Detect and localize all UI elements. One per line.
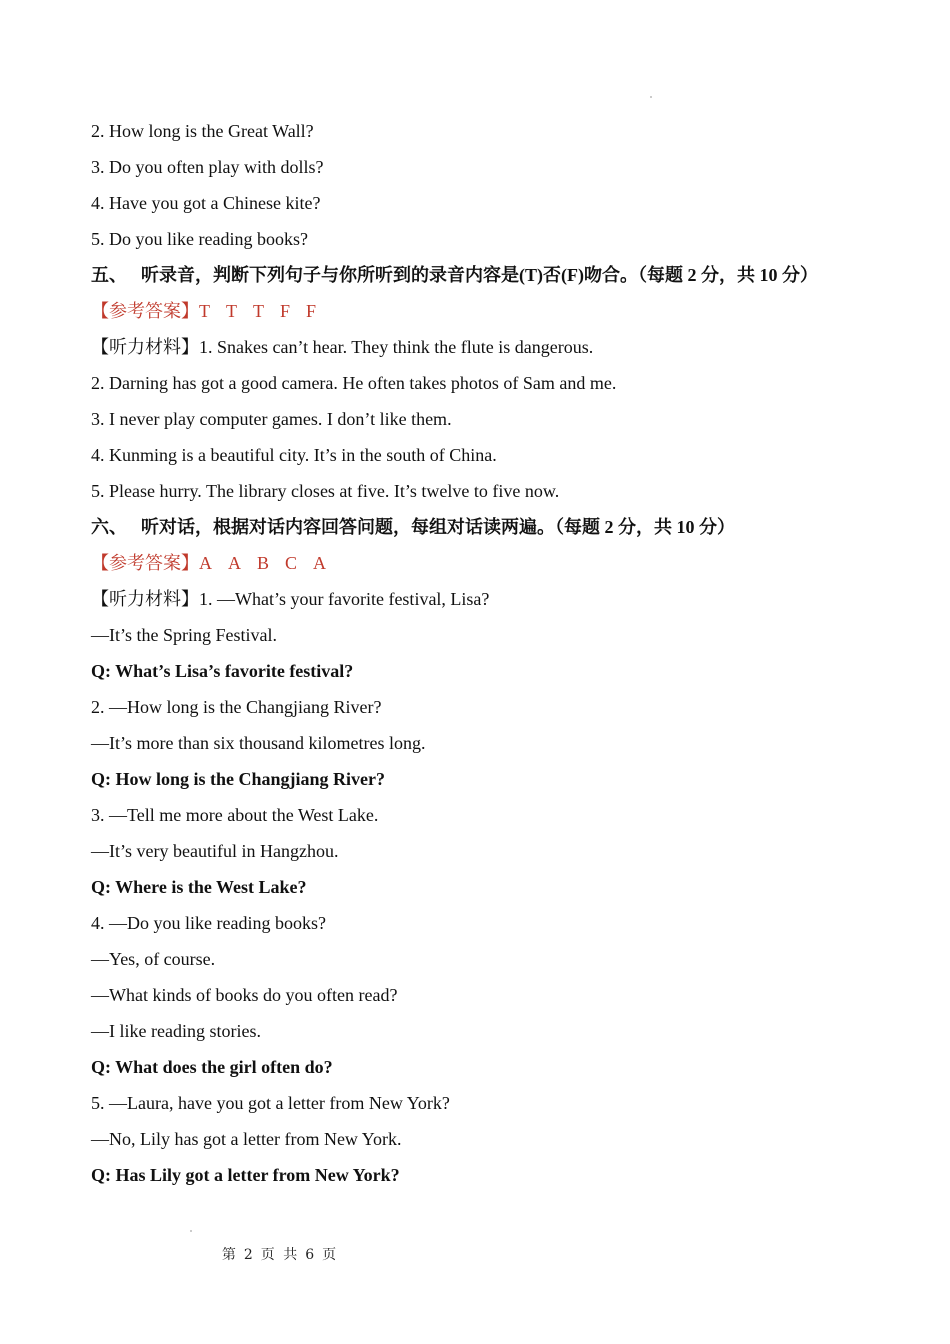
dialog-line: —It’s the Spring Festival.	[91, 625, 277, 645]
page-footer	[0, 1244, 560, 1264]
section-6-heading	[91, 509, 851, 545]
question-line: Q: How long is the Changjiang River?	[91, 769, 386, 789]
question-line: Q: Has Lily got a letter from New York?	[91, 1165, 400, 1185]
answer-label: 【参考答案】	[91, 553, 199, 573]
footer-suffix: 页	[322, 1247, 339, 1263]
section-5-answer	[91, 293, 851, 329]
answer-item: T	[226, 301, 237, 321]
section-6-answer	[91, 545, 851, 581]
dialog-line: —What kinds of books do you often read?	[91, 985, 398, 1005]
question-line: 2. How long is the Great Wall?	[91, 121, 314, 141]
footer-prefix: 第	[221, 1247, 238, 1263]
section-5-material-line	[91, 329, 851, 365]
question-line: Q: What does the girl often do?	[91, 1057, 333, 1077]
question-line: 5. Do you like reading books?	[91, 229, 308, 249]
answer-item: A	[199, 553, 212, 573]
footer-middle: 页 共	[260, 1247, 300, 1263]
answer-item: F	[306, 301, 317, 321]
dialog-line: 5. —Laura, have you got a letter from New York?	[91, 1093, 450, 1113]
material-label: 【听力材料】	[91, 337, 199, 357]
question-line: Q: What’s Lisa’s favorite festival?	[91, 661, 354, 681]
material-text: 1. —What’s your favorite festival, Lisa?	[199, 589, 490, 609]
scan-mark	[190, 1230, 192, 1232]
dialog-line: —No, Lily has got a letter from New York.	[91, 1129, 402, 1149]
dialog-line: —Yes, of course.	[91, 949, 216, 969]
dialog-line: 2. —How long is the Changjiang River?	[91, 697, 382, 717]
answer-item: A	[228, 553, 241, 573]
material-line: 4. Kunming is a beautiful city. It’s in the south of China.	[91, 445, 497, 465]
dialog-line: —It’s very beautiful in Hangzhou.	[91, 841, 339, 861]
material-line: 5. Please hurry. The library closes at five. It’s twelve to five now.	[91, 481, 560, 501]
material-line: 2. Darning has got a good camera. He often takes photos of Sam and me.	[91, 373, 617, 393]
section-5-number: 五、	[91, 265, 127, 285]
section-5-heading	[91, 257, 851, 293]
answer-label: 【参考答案】	[91, 301, 199, 321]
question-line: Q: Where is the West Lake?	[91, 877, 307, 897]
answer-item: C	[285, 553, 298, 573]
section-6-material-line	[91, 581, 851, 617]
answer-item: A	[313, 553, 327, 573]
section-6-title: 听对话，根据对话内容回答问题，每组对话读两遍。（每题 2 分，共 10 分）	[141, 517, 735, 537]
footer-page-number: 2	[243, 1247, 255, 1263]
dialog-lines	[91, 617, 851, 1193]
answer-item: T	[199, 301, 210, 321]
footer-total-pages: 6	[305, 1247, 317, 1263]
material-label: 【听力材料】	[91, 589, 199, 609]
question-line: 3. Do you often play with dolls?	[91, 157, 324, 177]
answer-item: B	[257, 553, 270, 573]
answer-item: T	[253, 301, 264, 321]
section-5-title: 听录音，判断下列句子与你所听到的录音内容是(T)否(F)吻合。（每题 2 分，共 10 分）	[141, 265, 818, 285]
dialog-line: 4. —Do you like reading books?	[91, 913, 326, 933]
answer-items	[199, 301, 332, 321]
material-line: 3. I never play computer games. I don’t like them.	[91, 409, 452, 429]
scan-mark	[650, 96, 652, 98]
question-line: 4. Have you got a Chinese kite?	[91, 193, 321, 213]
section-6-number: 六、	[91, 517, 127, 537]
dialog-line: 3. —Tell me more about the West Lake.	[91, 805, 379, 825]
material-text: 1. Snakes can’t hear. They think the flute is dangerous.	[199, 337, 594, 357]
page-content	[91, 113, 851, 1193]
answer-item: F	[280, 301, 291, 321]
dialog-line: —I like reading stories.	[91, 1021, 261, 1041]
dialog-line: —It’s more than six thousand kilometres long.	[91, 733, 426, 753]
answer-items	[199, 553, 342, 573]
